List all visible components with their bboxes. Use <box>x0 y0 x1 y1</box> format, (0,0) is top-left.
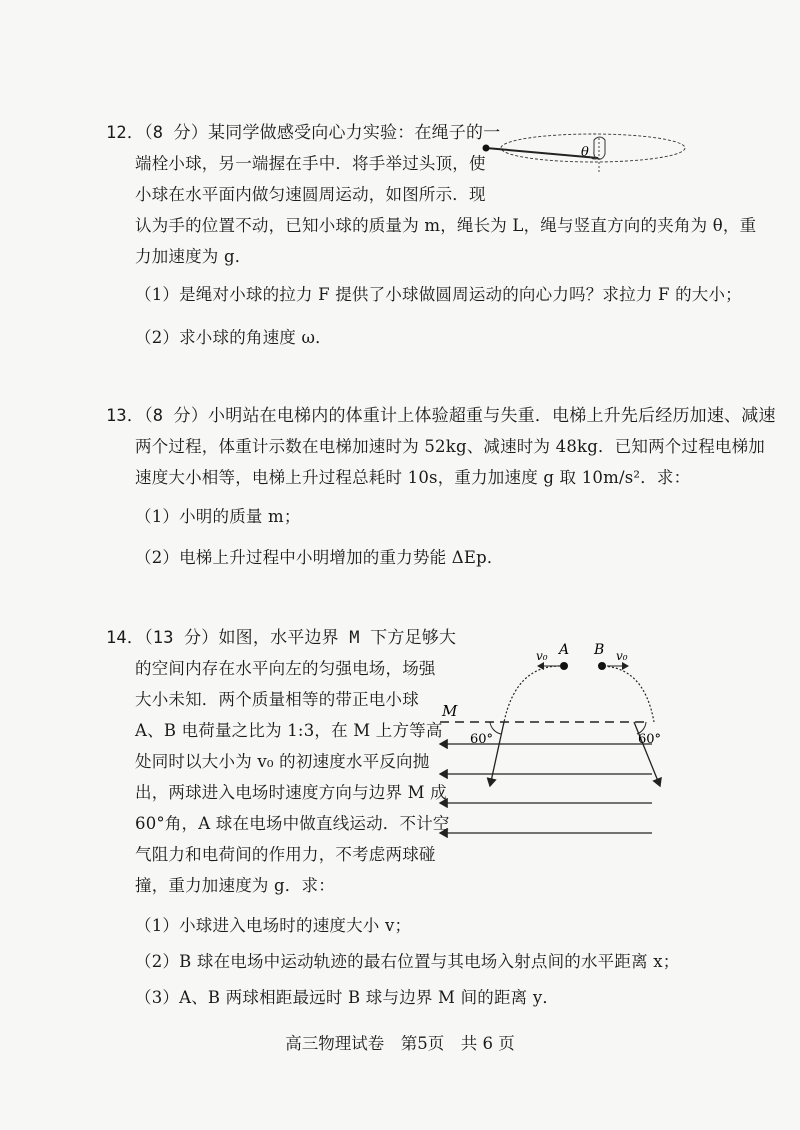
q12-line-3: 小球在水平面内做匀速圆周运动，如图所示．现 <box>135 185 486 204</box>
ball <box>483 145 490 152</box>
theta-label: θ <box>581 145 589 160</box>
q13-line-1: 13．（8 分）小明站在电梯内的体重计上体验超重与失重．电梯上升先后经历加速、减速 <box>106 406 776 426</box>
q12-figure <box>478 118 688 180</box>
q14-sub-2: （2）B 球在电场中运动轨迹的最右位置与其电场入射点间的水平距离 x； <box>135 952 680 971</box>
q14-sub-3: （3）A、B 两球相距最远时 B 球与边界 M 间的距离 y． <box>135 988 560 1007</box>
q13-line-3: 速度大小相等，电梯上升过程总耗时 10s，重力加速度 g 取 10m/s²．求： <box>135 468 691 487</box>
label-m: M <box>442 702 458 720</box>
q14-line-8: 气阻力和电荷间的作用力，不考虑两球碰 <box>135 845 436 864</box>
q13-sub-1: （1）小明的质量 m； <box>135 507 301 526</box>
q12-line-4: 认为手的位置不动，已知小球的质量为 m，绳长为 L，绳与竖直方向的夹角为 θ，重 <box>135 216 757 235</box>
q14-line-5: 处同时以大小为 v₀ 的初速度水平反向抛 <box>135 752 430 771</box>
q14-line-1: 14．（13 分）如图，水平边界 M 下方足够大 <box>106 628 457 648</box>
trajectory-b <box>600 666 654 722</box>
label-va: v₀ <box>536 649 548 663</box>
angle-label-left: 60° <box>470 732 494 747</box>
q12-line-2: 端栓小球，另一端握在手中．将手举过头顶，使 <box>135 154 486 173</box>
angle-label-right: 60° <box>638 732 662 747</box>
label-a: A <box>559 642 570 658</box>
q14-line-4: A、B 电荷量之比为 1:3，在 M 上方等高 <box>135 721 443 740</box>
q14-line-2: 的空间内存在水平向左的匀强电场，场强 <box>135 659 436 678</box>
label-b: B <box>594 642 605 658</box>
page-footer: 高三物理试卷 第5页 共 6 页 <box>285 1034 515 1053</box>
q14-sub-1: （1）小球进入电场时的速度大小 v； <box>135 916 412 935</box>
q12-line-5: 力加速度为 g． <box>135 247 252 266</box>
q12-line-1: 12．（8 分）某同学做感受向心力实验：在绳子的一 <box>106 123 501 143</box>
q13-line-2: 两个过程，体重计示数在电梯加速时为 52kg、减速时为 48kg．已知两个过程电梯加 <box>135 437 766 456</box>
q12-sub-2: （2）求小球的角速度 ω． <box>135 328 332 347</box>
q13-sub-2: （2）电梯上升过程中小明增加的重力势能 ΔEp． <box>135 548 504 567</box>
q14-line-6: 出，两球进入电场时速度方向与边界 M 成 <box>135 783 447 802</box>
q14-line-9: 撞，重力加速度为 g．求： <box>135 876 335 895</box>
q12-sub-1: （1）是绳对小球的拉力 F 提供了小球做圆周运动的向心力吗？求拉力 F 的大小； <box>135 285 742 304</box>
trajectory-a <box>504 666 560 722</box>
q14-figure <box>432 640 662 850</box>
label-vb: v₀ <box>616 649 628 663</box>
ball-a <box>560 662 568 670</box>
q14-line-7: 60°角，A 球在电场中做直线运动．不计空 <box>135 814 450 833</box>
q14-line-3: 大小未知．两个质量相等的带正电小球 <box>135 690 419 709</box>
